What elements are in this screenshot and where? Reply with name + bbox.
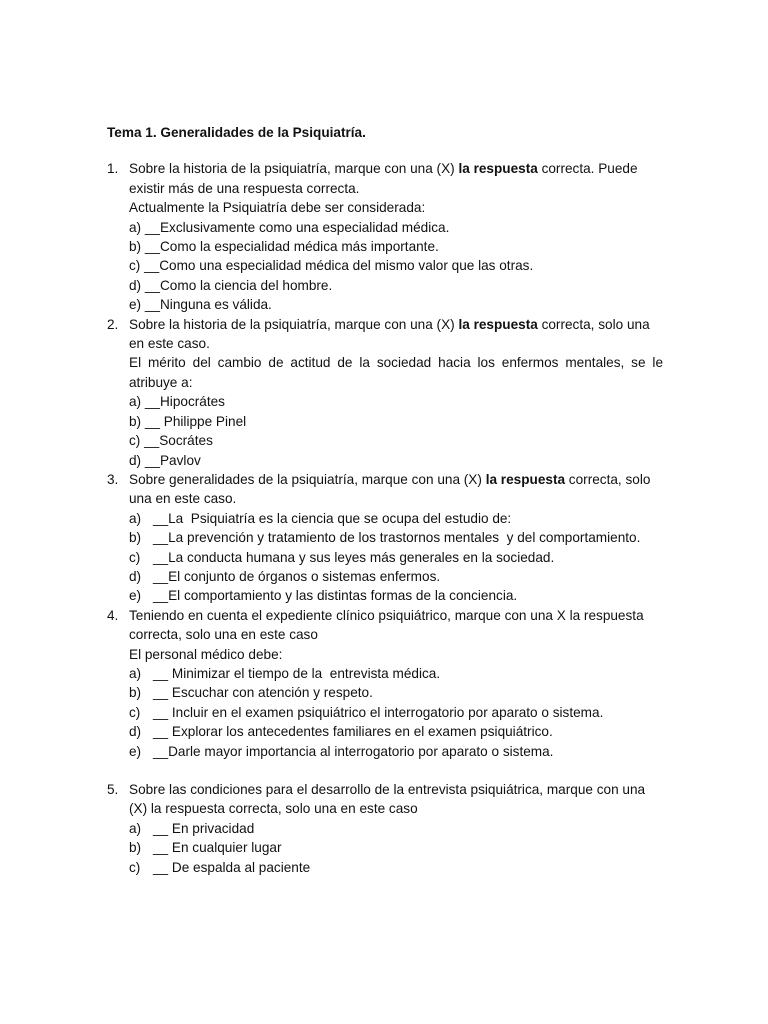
question-number: 3. bbox=[107, 471, 119, 487]
answer-option[interactable]: c) __La conducta humana y sus leyes más generales en la sociedad. bbox=[129, 549, 555, 565]
question-number: 4. bbox=[107, 607, 119, 623]
answer-option[interactable]: a) __ En privacidad bbox=[129, 820, 255, 836]
answer-option[interactable]: a) __Hipocrátes bbox=[129, 394, 225, 410]
answer-option[interactable]: d) __Pavlov bbox=[129, 452, 201, 468]
question-stem: Sobre la historia de la psiquiatría, marque con una (X) la respuesta correcta. Puede existir más de una respuesta correcta. bbox=[129, 161, 638, 196]
question-prompt: El personal médico debe: bbox=[129, 646, 283, 662]
question-5 bbox=[107, 780, 663, 877]
question-stem: Sobre la historia de la psiquiatría, marque con una (X) la respuesta correcta, solo una en este caso. bbox=[129, 316, 650, 352]
answer-option[interactable]: b) __ En cualquier lugar bbox=[129, 840, 282, 856]
question-prompt: Actualmente la Psiquiatría debe ser considerada: bbox=[129, 200, 426, 216]
answer-option[interactable]: a) __ Minimizar el tiempo de la entrevista médica. bbox=[129, 665, 441, 681]
answer-option[interactable]: c) __Como una especialidad médica del mismo valor que las otras. bbox=[129, 258, 534, 274]
answer-option[interactable]: e) __El comportamiento y las distintas formas de la conciencia. bbox=[129, 588, 518, 604]
answer-option[interactable]: e) __Darle mayor importancia al interrogatorio por aparato o sistema. bbox=[129, 743, 554, 759]
question-1 bbox=[107, 159, 663, 314]
question-number: 5. bbox=[107, 782, 119, 797]
question-4 bbox=[107, 606, 663, 761]
question-3 bbox=[107, 470, 663, 606]
question-stem: Teniendo en cuenta el expediente clínico psiquiátrico, marque con una X la respuesta correcta, solo una en este caso bbox=[129, 607, 644, 643]
answer-option[interactable]: a) __La Psiquiatría es la ciencia que se ocupa del estudio de: bbox=[129, 510, 512, 526]
answer-option[interactable]: b) __ Escuchar con atención y respeto. bbox=[129, 685, 373, 701]
answer-option[interactable]: d) __El conjunto de órganos o sistemas enfermos. bbox=[129, 568, 441, 584]
answer-option[interactable]: c) __ De espalda al paciente bbox=[129, 859, 311, 875]
answer-option[interactable]: d) __ Explorar los antecedentes familiares en el examen psiquiátrico. bbox=[129, 724, 553, 740]
question-2 bbox=[107, 315, 663, 470]
answer-option[interactable]: c) __Socrátes bbox=[129, 433, 213, 449]
question-prompt: El mérito del cambio de actitud de la sociedad hacia los enfermos mentales, se le atribuye a: bbox=[129, 355, 663, 390]
answer-option[interactable]: d) __Como la ciencia del hombre. bbox=[129, 277, 333, 293]
answer-option[interactable]: e) __Ninguna es válida. bbox=[129, 297, 272, 313]
question-number: 1. bbox=[107, 161, 119, 177]
answer-option[interactable]: b) __Como la especialidad médica más importante. bbox=[129, 239, 439, 255]
question-stem: Sobre generalidades de la psiquiatría, marque con una (X) la respuesta correcta, solo una en este caso. bbox=[129, 471, 651, 507]
question-number: 2. bbox=[107, 316, 119, 332]
answer-option[interactable]: b) __La prevención y tratamiento de los trastornos mentales y del comportamiento. bbox=[129, 530, 641, 546]
answer-option[interactable]: b) __ Philippe Pinel bbox=[129, 413, 247, 429]
question-stem: Sobre las condiciones para el desarrollo de la entrevista psiquiátrica, marque con una (X) la respuesta correcta, solo una en este caso bbox=[129, 782, 646, 817]
document-title: Tema 1. Generalidades de la Psiquiatría. bbox=[107, 125, 366, 140]
answer-option[interactable]: a) __Exclusivamente como una especialidad médica. bbox=[129, 219, 450, 235]
answer-option[interactable]: c) __ Incluir en el examen psiquiátrico el interrogatorio por aparato o sistema. bbox=[129, 704, 604, 720]
document-content bbox=[107, 123, 663, 877]
